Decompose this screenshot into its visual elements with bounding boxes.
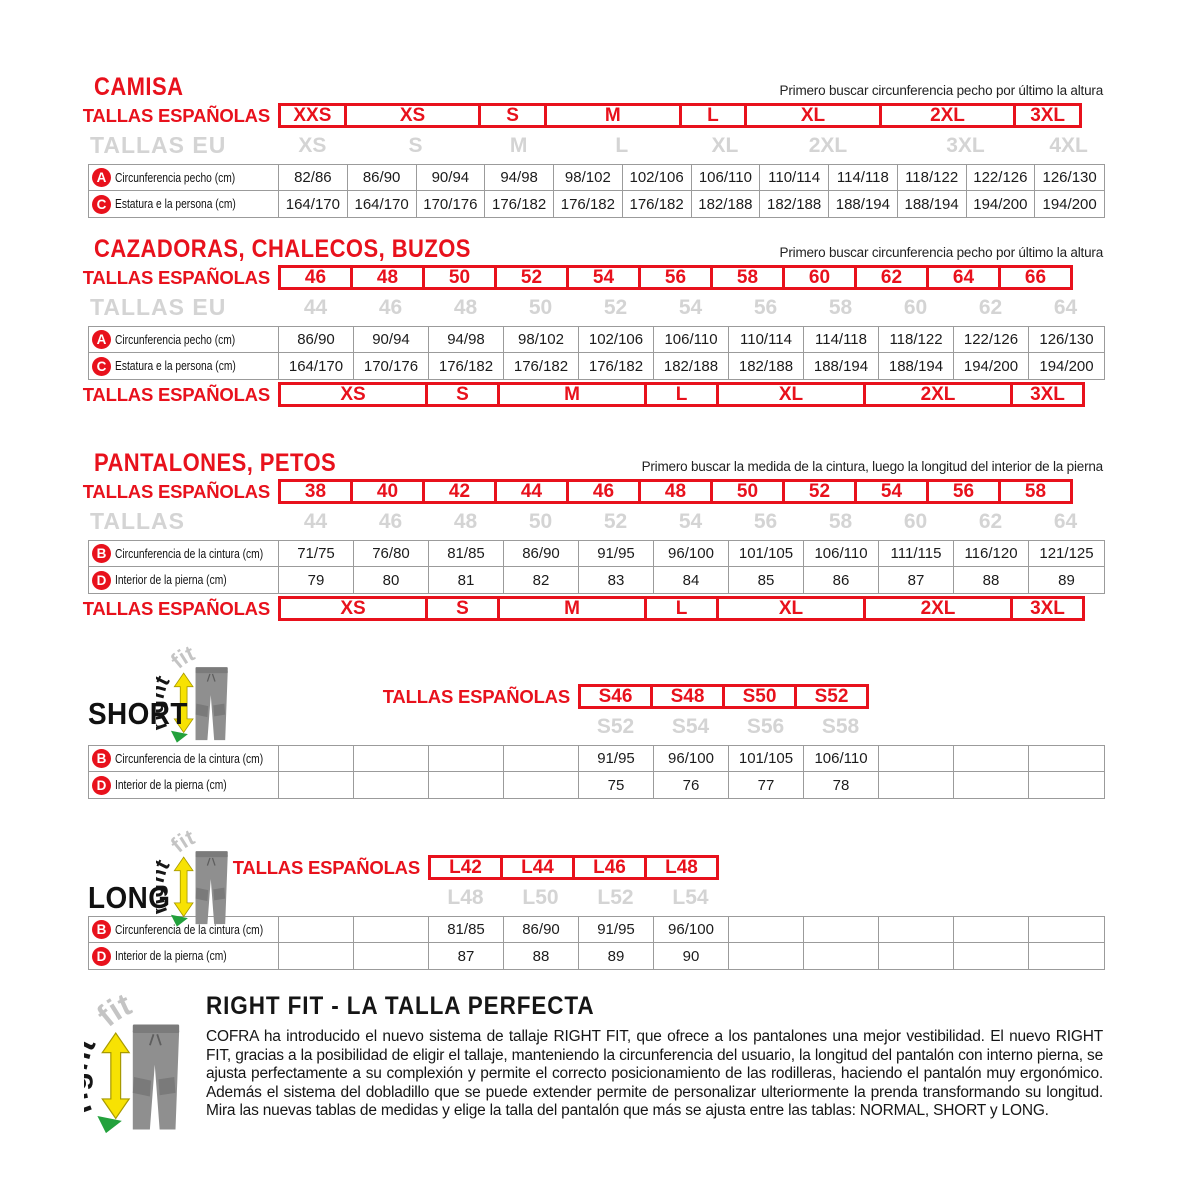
value-cell	[429, 746, 504, 772]
measurement-label-cell	[89, 943, 279, 969]
value-cell: 194/200	[1039, 357, 1094, 375]
pantalones-size-table	[82, 479, 1103, 621]
measurement-row	[89, 353, 1104, 379]
measurement-row	[89, 165, 1104, 191]
eu-size-cell: 4XL	[1049, 133, 1088, 157]
cazadoras-size-table	[82, 265, 1103, 407]
value-cell: 71/75	[279, 541, 354, 567]
rightfit-text-block	[206, 988, 1103, 1121]
eu-size-cell: 54	[678, 509, 703, 533]
size-header-cell: 64	[926, 265, 1001, 290]
value-cell: 122/126	[967, 165, 1036, 191]
value-cell: 101/105	[729, 541, 804, 567]
size-header-row	[82, 382, 1103, 407]
tallas-espanolas-label: TALLAS ESPAÑOLAS	[382, 685, 570, 707]
size-header-cell: XL	[716, 382, 866, 407]
eu-size-row	[88, 293, 1103, 322]
eu-size-cell: 48	[453, 295, 478, 319]
size-header-cell: 42	[422, 479, 497, 504]
eu-size-cell: 44	[303, 295, 328, 319]
value-cell: 78	[804, 772, 879, 798]
value-cell	[879, 746, 954, 772]
measurement-row	[89, 191, 1104, 217]
value-cell: 86/90	[504, 917, 579, 943]
size-header-cell: 58	[710, 265, 785, 290]
value-cell: 91/95	[579, 917, 654, 943]
size-header-cell: L	[644, 596, 719, 621]
measurement-label: Estatura e la persona (cm)	[115, 197, 236, 211]
value-cell: 176/182	[485, 191, 554, 217]
size-header-cell: L	[679, 103, 748, 128]
value-cell: 102/106	[579, 327, 654, 353]
eu-size-cell: 64	[1053, 295, 1078, 319]
value-cell: 96/100	[654, 917, 729, 943]
value-cell: 82	[504, 567, 579, 593]
size-header-cell: L42	[428, 855, 503, 880]
eu-size-cell: 60	[903, 295, 928, 319]
size-header-cell: L	[644, 382, 719, 407]
value-cell: 122/126	[954, 327, 1029, 353]
b-letter-icon: B	[92, 749, 111, 768]
measurement-label-cell	[89, 567, 279, 593]
tallas-espanolas-label: TALLAS ESPAÑOLAS	[82, 383, 270, 405]
size-header-cell: 3XL	[1013, 103, 1082, 128]
value-cell: 126/130	[1035, 165, 1104, 191]
size-header-cell: L44	[500, 855, 575, 880]
pantalones-title: PANTALONES, PETOS	[94, 449, 337, 477]
eu-size-cell: 46	[378, 295, 403, 319]
value-cell: 87	[879, 567, 954, 593]
size-header-cell: 66	[998, 265, 1073, 290]
value-cell: 80	[354, 567, 429, 593]
value-cell: 111/115	[879, 541, 954, 567]
size-header-cell: XS	[344, 103, 482, 128]
tallas-espanolas-label: TALLAS ESPAÑOLAS	[82, 104, 270, 126]
value-cell: 75	[579, 772, 654, 798]
value-cell: 114/118	[804, 327, 879, 353]
eu-size-cell: 56	[753, 295, 778, 319]
size-header-cell: 48	[350, 265, 425, 290]
value-cell: 176/182	[429, 353, 504, 379]
c-letter-icon: C	[92, 357, 111, 376]
value-cell: 89	[579, 943, 654, 969]
size-header-cell: M	[544, 103, 682, 128]
eu-size-cell: 50	[528, 509, 553, 533]
measurement-label: Circunferencia pecho (cm)	[115, 332, 236, 347]
value-cell: 102/106	[623, 165, 692, 191]
size-header-cell: 52	[782, 479, 857, 504]
a-letter-icon: A	[92, 330, 111, 349]
value-cell	[879, 772, 954, 798]
value-cell	[354, 917, 429, 943]
value-cell: 91/95	[579, 541, 654, 567]
value-cell: 106/110	[692, 165, 761, 191]
cazadoras-note: Primero buscar circunferencia pecho por último la altura	[779, 245, 1103, 260]
size-header-cell: 54	[566, 265, 641, 290]
size-header-cell: 44	[494, 479, 569, 504]
value-cell	[1029, 746, 1104, 772]
value-cell: 182/188	[760, 191, 829, 217]
size-header-row	[82, 103, 1103, 128]
size-header-cell: 40	[350, 479, 425, 504]
value-cell: 87	[429, 943, 504, 969]
b-letter-icon: B	[92, 544, 111, 563]
eu-size-cell: XS	[298, 133, 327, 157]
value-cell: 188/194	[879, 353, 954, 379]
short-section	[88, 648, 1103, 800]
value-cell	[1029, 772, 1104, 798]
measurement-rows	[88, 326, 1105, 380]
measurement-label-cell	[89, 165, 279, 191]
size-header-cell: 50	[710, 479, 785, 504]
size-header-cell: 60	[782, 265, 857, 290]
measurement-row	[89, 327, 1104, 353]
tallas-eu-label: TALLAS EU	[90, 132, 227, 158]
value-cell: 81	[429, 567, 504, 593]
eu-size-cell: S	[408, 133, 423, 157]
value-cell: 98/102	[504, 327, 579, 353]
value-cell	[729, 943, 804, 969]
value-cell	[1029, 917, 1104, 943]
size-header-cell: 62	[854, 265, 929, 290]
size-header-cell: M	[497, 596, 647, 621]
camisa-note: Primero buscar circunferencia pecho por último la altura	[779, 83, 1103, 98]
d-letter-icon: D	[92, 947, 111, 966]
tallas-eu-label: TALLAS	[90, 508, 186, 534]
value-cell: 106/110	[654, 327, 729, 353]
long-section	[88, 828, 1103, 978]
value-cell	[954, 772, 1029, 798]
value-cell: 88	[504, 943, 579, 969]
measurement-label: Interior de la pierna (cm)	[115, 949, 227, 963]
value-cell: 98/102	[554, 165, 623, 191]
value-cell: 90	[654, 943, 729, 969]
value-cell	[279, 943, 354, 969]
size-header-row	[82, 479, 1103, 504]
camisa-header	[88, 70, 1103, 100]
c-letter-icon: C	[92, 195, 111, 214]
size-header-cell: S48	[650, 684, 725, 709]
eu-size-cell: L	[615, 133, 629, 157]
value-cell: 176/182	[504, 353, 579, 379]
eu-size-cell: L54	[672, 885, 709, 909]
size-header-cell: S	[425, 382, 500, 407]
value-cell	[504, 772, 579, 798]
value-cell: 126/130	[1029, 327, 1104, 353]
eu-size-cell: 2XL	[808, 133, 848, 157]
size-header-cell: S46	[578, 684, 653, 709]
value-cell: 164/170	[279, 191, 348, 217]
value-cell: 81/85	[429, 541, 504, 567]
pantalones-note: Primero buscar la medida de la cintura, luego la longitud del interior de la pierna	[641, 459, 1103, 474]
eu-size-cell: 50	[528, 295, 553, 319]
size-header-cell: 54	[854, 479, 929, 504]
measurement-label-cell	[89, 353, 279, 379]
value-cell: 176/182	[623, 191, 692, 217]
value-cell: 194/200	[967, 191, 1036, 217]
eu-size-cell: L48	[447, 885, 484, 909]
measurement-label: Circunferencia de la cintura (cm)	[115, 922, 264, 937]
measurement-label-cell	[89, 327, 279, 353]
size-header-cell: XXS	[278, 103, 347, 128]
eu-size-cell: 52	[603, 295, 628, 319]
eu-size-cell: 64	[1053, 509, 1078, 533]
size-header-cell: 56	[638, 265, 713, 290]
value-cell: 90/94	[417, 165, 486, 191]
value-cell: 96/100	[654, 541, 729, 567]
tallas-eu-label: TALLAS EU	[90, 294, 227, 320]
eu-size-cell: L50	[522, 885, 559, 909]
size-header-cell: S50	[722, 684, 797, 709]
value-cell: 110/114	[760, 165, 829, 191]
rightfit-section	[88, 988, 1103, 1148]
size-header-cell: 3XL	[1010, 596, 1085, 621]
d-letter-icon: D	[92, 571, 111, 590]
size-header-cell: 2XL	[879, 103, 1017, 128]
rightfit-heading: RIGHT FIT - LA TALLA PERFECTA	[206, 992, 595, 1020]
eu-size-cell: 62	[978, 509, 1003, 533]
eu-size-cell: 60	[903, 509, 928, 533]
size-header-cell: XL	[716, 596, 866, 621]
cazadoras-title: CAZADORAS, CHALECOS, BUZOS	[94, 235, 471, 263]
value-cell: 84	[654, 567, 729, 593]
eu-size-cell: L52	[597, 885, 634, 909]
cazadoras-header	[88, 232, 1103, 262]
size-header-cell: XS	[278, 382, 428, 407]
size-header-cell: 48	[638, 479, 713, 504]
value-cell: 91/95	[579, 746, 654, 772]
size-header-cell: 3XL	[1010, 382, 1085, 407]
value-cell	[279, 746, 354, 772]
pantalones-section	[82, 446, 1103, 626]
value-cell	[954, 746, 1029, 772]
size-header-cell: L46	[572, 855, 647, 880]
measurement-row	[89, 746, 1104, 772]
value-cell: 176/182	[554, 191, 623, 217]
short-label: SHORT	[88, 696, 188, 731]
camisa-title: CAMISA	[94, 73, 184, 101]
eu-size-row	[88, 131, 1103, 160]
size-header-cell: 2XL	[863, 382, 1013, 407]
measurement-rows	[88, 164, 1105, 218]
eu-size-cell: 62	[978, 295, 1003, 319]
eu-size-cell: S56	[746, 714, 785, 738]
value-cell: 182/188	[729, 353, 804, 379]
size-header-cell: 46	[566, 479, 641, 504]
rightfit-paragraph: COFRA ha introducido el nuevo sistema de tallaje RIGHT FIT, que ofrece a los pantalones una mejor vestibilidad. El nuevo RIGHT FIT, gracias a la posibilidad de eligir el tallaje, manteniendo la circunferencia del usuario, la longitud del pantalón con interno pierna, se ajusta perfectamente a su complexión y permite el correcto posicionamiento de las rodilleras, haciendo el pantalón muy ergonómico. Además el sistema del dobladillo que se puede extender permite de personalizar ulteriormente la prenda transformando su longitud. Mira las nuevas tablas de medidas y elige la talla del pantalón que más se ajusta entre las tablas: NORMAL, SHORT y LONG.	[206, 1028, 1103, 1120]
value-cell: 121/125	[1029, 541, 1104, 567]
value-cell: 83	[579, 567, 654, 593]
size-header-row	[82, 265, 1103, 290]
value-cell: 116/120	[954, 541, 1029, 567]
value-cell: 164/170	[348, 191, 417, 217]
measurement-label: Circunferencia de la cintura (cm)	[115, 546, 264, 561]
a-letter-icon: A	[92, 168, 111, 187]
value-cell: 86/90	[504, 541, 579, 567]
value-cell: 86/90	[279, 327, 354, 353]
value-cell	[279, 917, 354, 943]
measurement-rows	[88, 916, 1105, 970]
value-cell	[729, 917, 804, 943]
value-cell: 182/188	[654, 353, 729, 379]
value-cell: 89	[1058, 571, 1075, 589]
eu-size-cell: S54	[671, 714, 710, 738]
measurement-label: Interior de la pierna (cm)	[115, 778, 227, 792]
value-cell: 94/98	[429, 327, 504, 353]
value-cell	[804, 917, 879, 943]
measurement-row	[89, 567, 1104, 593]
size-header-cell: S	[425, 596, 500, 621]
eu-size-cell: 58	[828, 295, 853, 319]
value-cell: 96/100	[654, 746, 729, 772]
tallas-espanolas-label: TALLAS ESPAÑOLAS	[82, 480, 270, 502]
camisa-size-table	[82, 103, 1103, 218]
measurement-label-cell	[89, 746, 279, 772]
value-cell: 101/105	[729, 746, 804, 772]
value-cell: 77	[729, 772, 804, 798]
tallas-espanolas-label: TALLAS ESPAÑOLAS	[82, 597, 270, 619]
tallas-espanolas-label: TALLAS ESPAÑOLAS	[232, 856, 420, 878]
size-header-cell: L48	[644, 855, 719, 880]
value-cell	[354, 943, 429, 969]
value-cell	[1029, 943, 1104, 969]
eu-size-cell: XL	[711, 133, 739, 157]
size-header-cell: XS	[278, 596, 428, 621]
value-cell: 110/114	[729, 327, 804, 353]
long-label: LONG	[88, 880, 171, 915]
value-cell: 76/80	[354, 541, 429, 567]
tallas-espanolas-label: TALLAS ESPAÑOLAS	[82, 266, 270, 288]
value-cell: 79	[279, 567, 354, 593]
value-cell: 182/188	[692, 191, 761, 217]
eu-size-cell: 54	[678, 295, 703, 319]
eu-size-cell: 58	[828, 509, 853, 533]
value-cell: 106/110	[804, 746, 879, 772]
eu-size-row	[88, 507, 1103, 536]
value-cell: 194/200	[1042, 195, 1097, 213]
size-header-cell: XL	[744, 103, 882, 128]
value-cell: 114/118	[829, 165, 898, 191]
cazadoras-section	[82, 232, 1103, 412]
value-cell: 170/176	[417, 191, 486, 217]
value-cell: 86/90	[348, 165, 417, 191]
d-letter-icon: D	[92, 776, 111, 795]
pantalones-header	[88, 446, 1103, 476]
value-cell: 194/200	[954, 353, 1029, 379]
value-cell: 118/122	[879, 327, 954, 353]
value-cell: 88	[954, 567, 1029, 593]
size-header-cell: 38	[278, 479, 353, 504]
eu-size-cell: 56	[753, 509, 778, 533]
size-header-cell: 58	[998, 479, 1073, 504]
value-cell: 76	[654, 772, 729, 798]
value-cell	[354, 746, 429, 772]
size-header-row	[82, 596, 1103, 621]
value-cell: 85	[729, 567, 804, 593]
size-header-cell: 50	[422, 265, 497, 290]
value-cell: 86	[804, 567, 879, 593]
value-cell: 188/194	[804, 353, 879, 379]
measurement-label: Circunferencia pecho (cm)	[115, 170, 236, 185]
measurement-label-cell	[89, 541, 279, 567]
camisa-section	[82, 70, 1103, 222]
size-header-cell: S	[478, 103, 547, 128]
measurement-row	[89, 943, 1104, 969]
value-cell	[879, 917, 954, 943]
value-cell	[879, 943, 954, 969]
eu-size-cell: 46	[378, 509, 403, 533]
size-header-cell: 46	[278, 265, 353, 290]
value-cell	[954, 917, 1029, 943]
value-cell: 90/94	[354, 327, 429, 353]
value-cell	[429, 772, 504, 798]
value-cell: 106/110	[804, 541, 879, 567]
value-cell: 118/122	[898, 165, 967, 191]
measurement-label-cell	[89, 191, 279, 217]
rightfit-logo	[84, 992, 206, 1140]
eu-size-cell: 44	[303, 509, 328, 533]
measurement-label: Estatura e la persona (cm)	[115, 359, 236, 373]
measurement-rows	[88, 540, 1105, 594]
value-cell: 94/98	[485, 165, 554, 191]
b-letter-icon: B	[92, 920, 111, 939]
eu-size-cell: 48	[453, 509, 478, 533]
eu-size-cell: 3XL	[946, 133, 985, 157]
value-cell: 164/170	[279, 353, 354, 379]
value-cell: 188/194	[829, 191, 898, 217]
value-cell	[504, 746, 579, 772]
measurement-row	[89, 772, 1104, 798]
size-header-cell: S52	[794, 684, 869, 709]
value-cell: 170/176	[354, 353, 429, 379]
eu-size-cell: S58	[821, 714, 860, 738]
eu-size-cell: 52	[603, 509, 628, 533]
value-cell	[954, 943, 1029, 969]
value-cell	[354, 772, 429, 798]
measurement-row	[89, 541, 1104, 567]
value-cell: 81/85	[429, 917, 504, 943]
size-header-cell: M	[497, 382, 647, 407]
value-cell: 176/182	[579, 353, 654, 379]
eu-size-cell: S52	[596, 714, 635, 738]
measurement-rows	[88, 745, 1105, 799]
size-header-cell: 2XL	[863, 596, 1013, 621]
size-header-cell: 56	[926, 479, 1001, 504]
measurement-label-cell	[89, 772, 279, 798]
value-cell: 82/86	[279, 165, 348, 191]
value-cell	[279, 772, 354, 798]
value-cell	[804, 943, 879, 969]
measurement-label: Interior de la pierna (cm)	[115, 573, 227, 587]
value-cell: 188/194	[898, 191, 967, 217]
measurement-label: Circunferencia de la cintura (cm)	[115, 751, 264, 766]
size-header-cell: 52	[494, 265, 569, 290]
eu-size-cell: M	[509, 133, 528, 157]
